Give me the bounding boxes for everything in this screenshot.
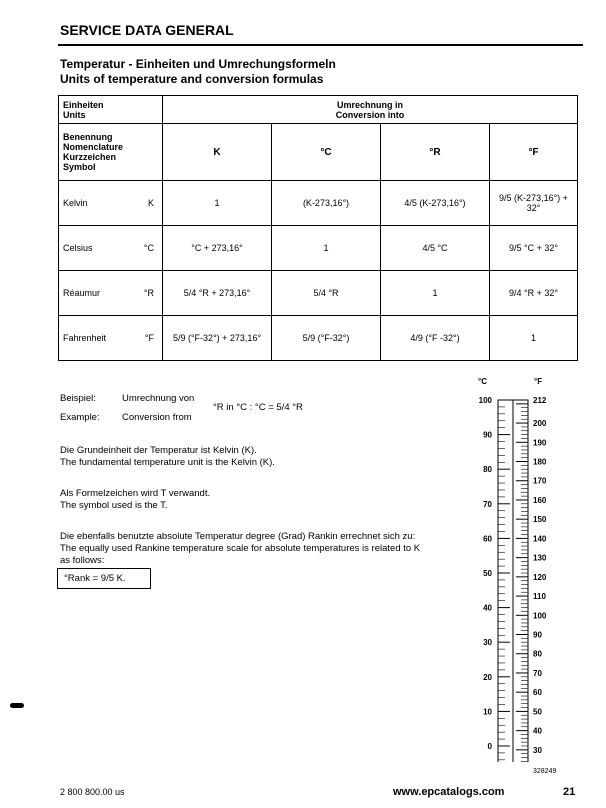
paragraph-1: Die Grundeinheit der Temperatur ist Kelvin (K). The fundamental temperature unit is the Kelvin (K). [60, 445, 275, 468]
celsius-label: °C [478, 377, 487, 386]
header-rule [58, 44, 583, 46]
rank-formula-box: °Rank = 9/5 K. [57, 568, 151, 589]
subtitle-en: Units of temperature and conversion formulas [60, 72, 324, 86]
table-row: Réaumur °R 5/4 °R + 273,16° 5/4 °R 1 9/4 °R + 32° [59, 271, 578, 316]
site-url: www.epcatalogs.com [393, 786, 505, 798]
col-header-f: °F [490, 124, 578, 181]
c-tick-label: 90 [483, 430, 492, 440]
c-tick-label: 0 [487, 742, 492, 751]
f-tick-label: 70 [533, 668, 542, 678]
f-tick-label: 110 [533, 592, 546, 602]
f-tick-label: 200 [533, 419, 547, 429]
f-tick-label: 212 [533, 396, 547, 405]
c-tick-label: 60 [483, 534, 492, 544]
col-header-c: °C [272, 124, 381, 181]
paragraph-3: Die ebenfalls benutzte absolute Temperatur degree (Grad) Rankin errechnet sich zu: The equally used Rankine temperature scale for absolute temperatures is related to K as follows: [60, 531, 421, 566]
units-header: Einheiten Units [59, 96, 163, 124]
c-tick-label: 30 [483, 638, 492, 648]
f-tick-label: 60 [533, 688, 542, 698]
f-tick-label: 80 [533, 649, 542, 659]
example-formula: °R in °C : °C = 5/4 °R [213, 402, 303, 413]
c-tick-label: 70 [483, 499, 492, 509]
example-text-en: Conversion from [122, 412, 192, 423]
conversion-table [58, 95, 578, 361]
figure-number: 328249 [533, 768, 557, 775]
c-tick-label: 100 [478, 396, 492, 405]
fahrenheit-label: °F [534, 377, 543, 386]
c-tick-label: 20 [483, 672, 492, 682]
thermometer-scale [470, 390, 560, 762]
example-text-de: Umrechnung von [122, 393, 195, 404]
f-tick-label: 140 [533, 534, 547, 544]
paragraph-2: Als Formelzeichen wird T verwandt. The symbol used is the T. [60, 488, 211, 511]
margin-mark [10, 703, 24, 708]
nomenclature-header: Benennung Nomenclature Kurzzeichen Symbol [59, 124, 163, 181]
page-number: 21 [563, 786, 576, 798]
f-tick-label: 170 [533, 476, 547, 486]
f-tick-label: 180 [533, 457, 547, 467]
f-tick-label: 160 [533, 495, 547, 505]
f-tick-label: 130 [533, 553, 547, 563]
col-header-k: K [163, 124, 272, 181]
conversion-header: Umrechnung in Conversion into [163, 96, 578, 124]
table-row: Kelvin K 1 (K-273,16°) 4/5 (K-273,16°) 9/5 (K-273,16°) + 32° [59, 181, 578, 226]
table-row: Celsius °C °C + 273,16° 1 4/5 °C 9/5 °C + 32° [59, 226, 578, 271]
c-tick-label: 80 [483, 465, 492, 475]
c-tick-label: 10 [483, 707, 492, 717]
f-tick-label: 30 [533, 745, 542, 755]
f-tick-label: 90 [533, 630, 542, 640]
c-tick-label: 50 [483, 569, 492, 578]
f-tick-label: 40 [533, 726, 542, 736]
f-tick-label: 100 [533, 611, 547, 621]
doc-number: 2 800 800.00 us [60, 787, 125, 797]
f-tick-label: 150 [533, 515, 547, 525]
col-header-r: °R [381, 124, 490, 181]
example-label-de: Beispiel: [60, 393, 96, 404]
example-label-en: Example: [60, 412, 100, 423]
subtitle-de: Temperatur - Einheiten und Umrechungsformeln [60, 57, 336, 71]
page-title: SERVICE DATA GENERAL [60, 22, 234, 38]
f-tick-label: 50 [533, 707, 542, 717]
f-tick-label: 120 [533, 572, 547, 582]
f-tick-label: 190 [533, 438, 547, 448]
table-row: Fahrenheit °F 5/9 (°F-32°) + 273,16° 5/9 (°F-32°) 4/9 (°F -32°) 1 [59, 316, 578, 361]
c-tick-label: 40 [483, 603, 492, 613]
